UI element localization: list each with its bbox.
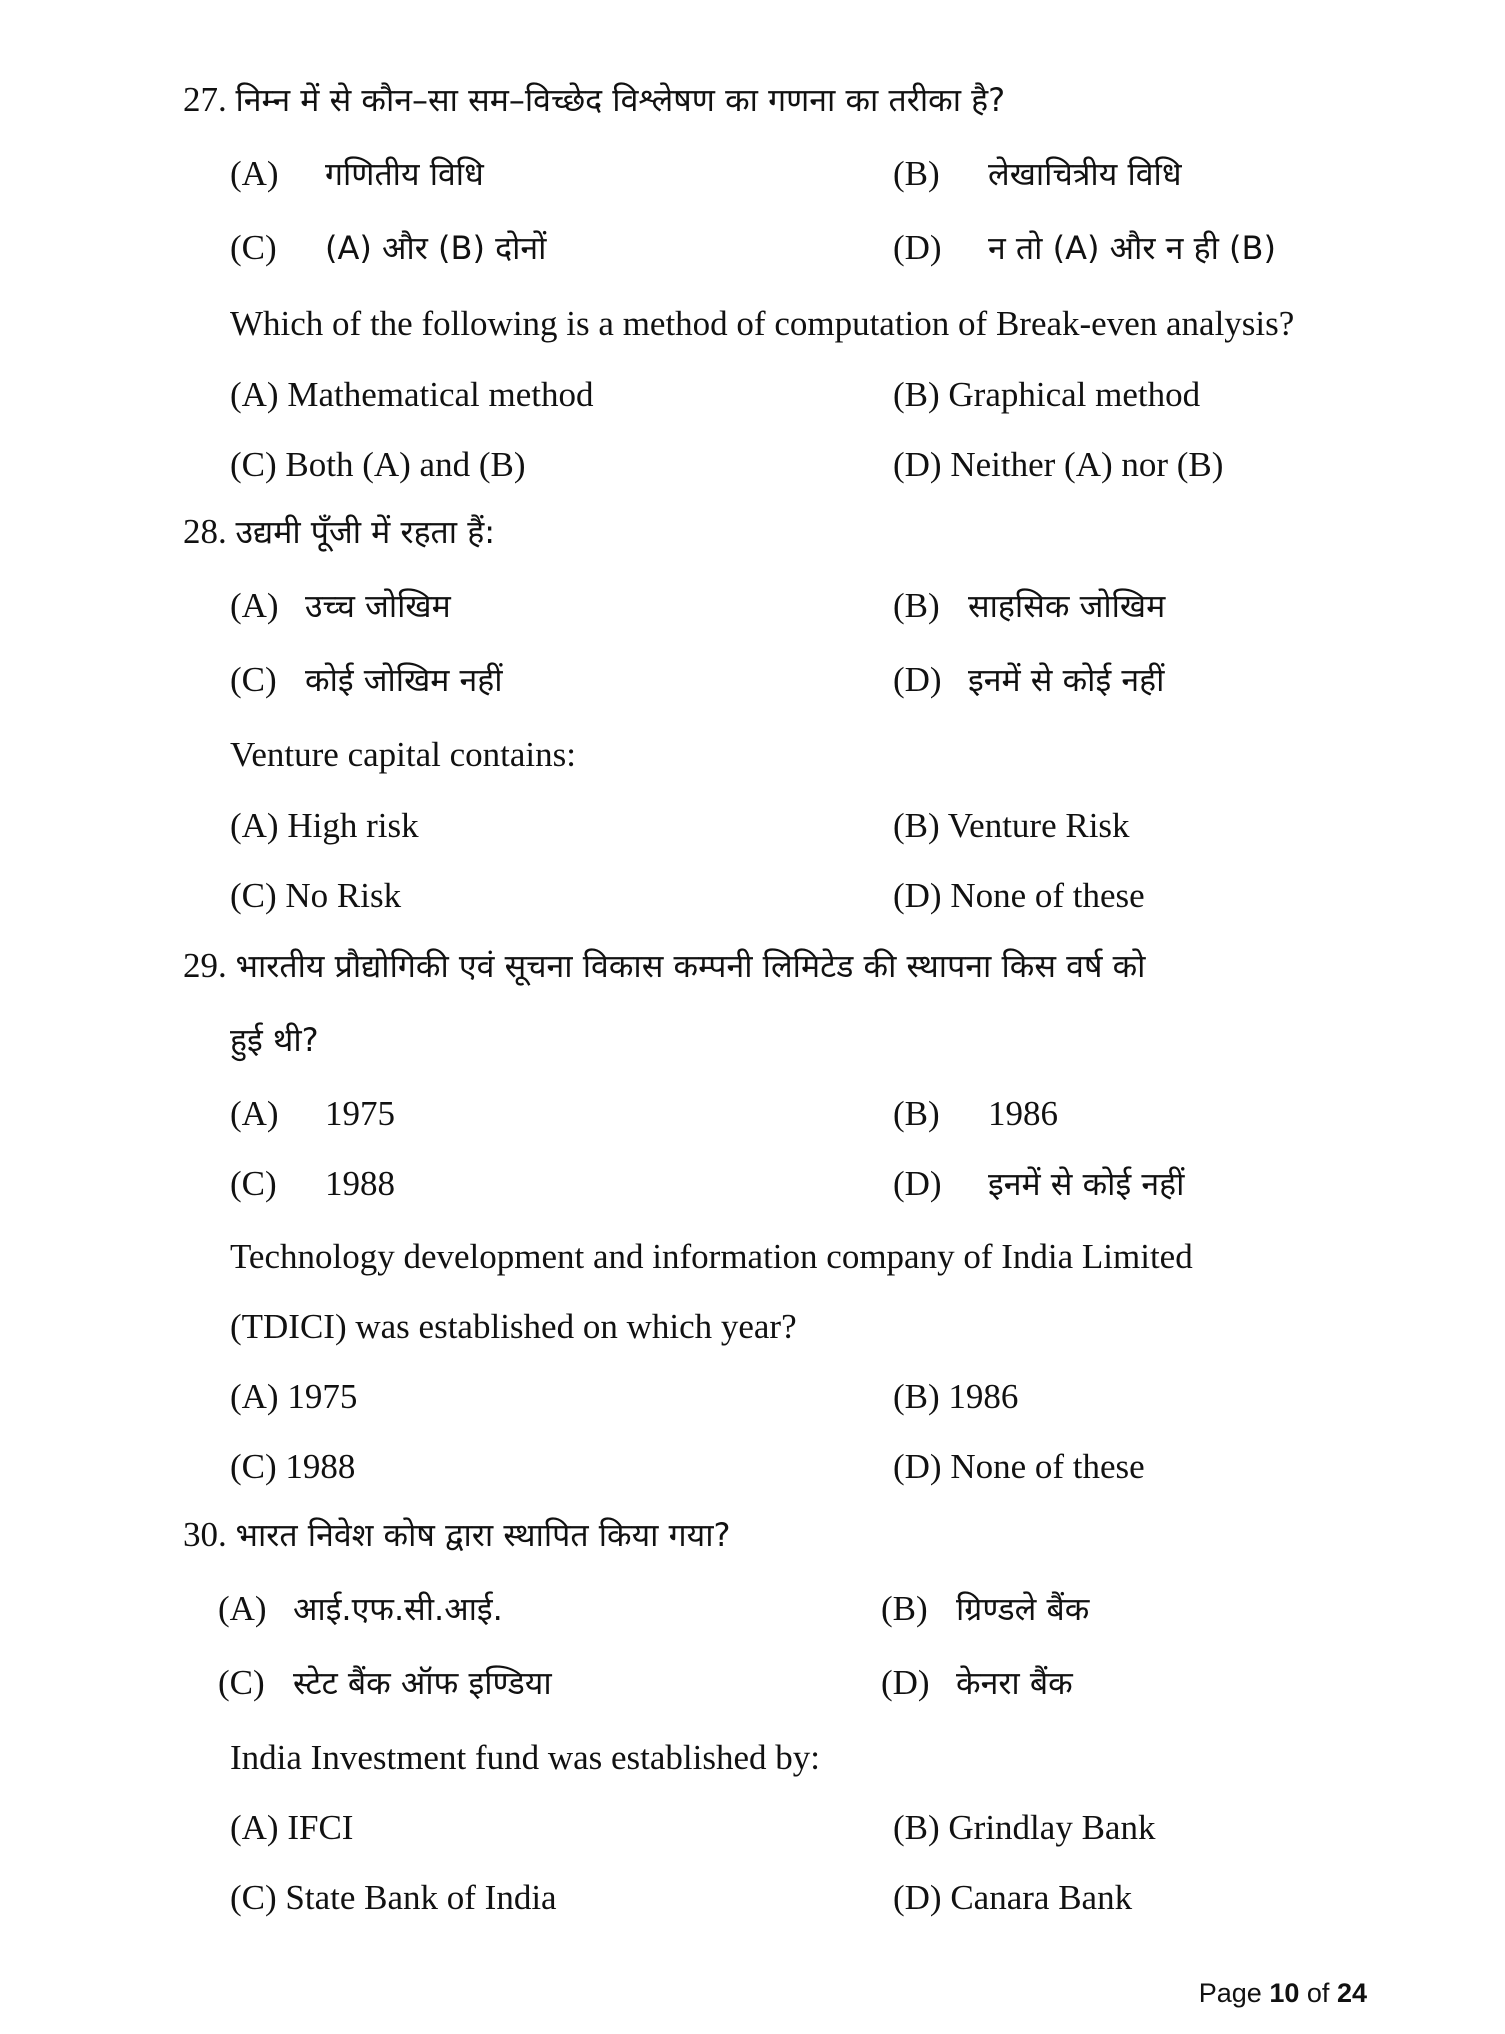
- option-english: (D) None of these: [893, 1447, 1145, 1486]
- option-hindi: [881, 1661, 1073, 1705]
- option-label: (C): [218, 1663, 265, 1702]
- option-label: (C): [230, 660, 277, 699]
- option-label: (B): [893, 1094, 940, 1133]
- option-english: (A) IFCI: [230, 1808, 354, 1847]
- option-text: (A) और (B) दोनों: [325, 229, 547, 267]
- page-current: 10: [1269, 1978, 1300, 2008]
- option-hindi: [230, 226, 546, 270]
- option-english: (D) Canara Bank: [893, 1878, 1133, 1917]
- option-label: (A): [230, 1094, 279, 1133]
- question-29-hindi: [183, 944, 1145, 988]
- question-text-hindi: निम्न में से कौन–सा सम–विच्छेद विश्लेषण का गणना का तरीका है?: [235, 81, 1006, 119]
- question-number: 27.: [183, 80, 227, 119]
- option-text: साहसिक जोखिम: [968, 587, 1166, 625]
- option-label: (A): [230, 154, 279, 193]
- option-text: गणितीय विधि: [325, 155, 484, 193]
- question-28-hindi: [183, 510, 495, 554]
- option-text: 1986: [988, 1094, 1058, 1133]
- page-word: Page: [1198, 1978, 1262, 2008]
- question-text-english: Technology development and information company of India Limited: [230, 1237, 1193, 1276]
- option-english: (B) 1986: [893, 1377, 1019, 1416]
- option-english: (C) Both (A) and (B): [230, 445, 526, 484]
- option-label: (A): [218, 1589, 267, 1628]
- page-total: 24: [1336, 1978, 1367, 2008]
- option-label: (C): [230, 1164, 277, 1203]
- option-english: (D) None of these: [893, 876, 1145, 915]
- option-text: आई.एफ.सी.आई.: [293, 1590, 503, 1628]
- option-english: (A) 1975: [230, 1377, 358, 1416]
- option-english: (A) High risk: [230, 806, 419, 845]
- option-label: (B): [893, 154, 940, 193]
- option-text: इनमें से कोई नहीं: [968, 661, 1165, 699]
- option-text: केनरा बैंक: [956, 1664, 1073, 1702]
- option-english: (A) Mathematical method: [230, 375, 594, 414]
- question-number: 30.: [183, 1515, 227, 1554]
- question-text-english: India Investment fund was established by:: [230, 1738, 821, 1777]
- option-label: (B): [893, 586, 940, 625]
- option-label: (A): [230, 586, 279, 625]
- option-hindi: [893, 658, 1164, 702]
- option-english: (B) Grindlay Bank: [893, 1808, 1156, 1847]
- option-hindi: [893, 1162, 1184, 1206]
- question-30-hindi: [183, 1513, 730, 1557]
- option-text: इनमें से कोई नहीं: [988, 1165, 1185, 1203]
- question-text-hindi: भारत निवेश कोष द्वारा स्थापित किया गया?: [235, 1516, 731, 1554]
- option-hindi: [230, 1092, 395, 1136]
- option-text: लेखाचित्रीय विधि: [988, 155, 1182, 193]
- question-text-english: Which of the following is a method of computation of Break-even analysis?: [230, 304, 1295, 343]
- of-word: of: [1306, 1978, 1330, 2008]
- option-hindi: [881, 1587, 1089, 1631]
- option-english: (B) Venture Risk: [893, 806, 1130, 845]
- option-english: (D) Neither (A) nor (B): [893, 445, 1224, 484]
- option-hindi: [893, 1092, 1058, 1136]
- option-text: 1988: [325, 1164, 395, 1203]
- option-label: (D): [881, 1663, 930, 1702]
- option-text: उच्च जोखिम: [305, 587, 451, 625]
- option-text: स्टेट बैंक ऑफ इण्डिया: [293, 1664, 552, 1702]
- question-text-english: Venture capital contains:: [230, 735, 576, 774]
- option-text: 1975: [325, 1094, 395, 1133]
- option-english: (B) Graphical method: [893, 375, 1201, 414]
- option-hindi: [218, 1587, 503, 1631]
- option-hindi: [230, 152, 484, 196]
- option-english: (C) 1988: [230, 1447, 356, 1486]
- question-text-hindi: उद्यमी पूँजी में रहता हैं:: [235, 513, 496, 551]
- option-label: (D): [893, 228, 942, 267]
- option-label: (D): [893, 1164, 942, 1203]
- option-hindi: [230, 1162, 395, 1206]
- option-label: (D): [893, 660, 942, 699]
- option-hindi: [230, 658, 503, 702]
- option-text: न तो (A) और न ही (B): [988, 229, 1276, 267]
- question-text-english-continued: (TDICI) was established on which year?: [230, 1307, 797, 1346]
- page-number: [1199, 1976, 1367, 2010]
- question-number: 28.: [183, 512, 227, 551]
- option-hindi: [893, 152, 1182, 196]
- option-hindi: [218, 1661, 552, 1705]
- option-text: कोई जोखिम नहीं: [305, 661, 503, 699]
- question-text-hindi: भारतीय प्रौद्योगिकी एवं सूचना विकास कम्पनी लिमिटेड की स्थापना किस वर्ष को: [235, 947, 1146, 985]
- option-english: (C) State Bank of India: [230, 1878, 557, 1917]
- option-hindi: [893, 584, 1165, 628]
- option-hindi: [893, 226, 1276, 270]
- option-text: ग्रिण्डले बैंक: [956, 1590, 1090, 1628]
- question-number: 29.: [183, 946, 227, 985]
- option-english: (C) No Risk: [230, 876, 402, 915]
- option-hindi: [230, 584, 451, 628]
- option-label: (C): [230, 228, 277, 267]
- question-text-hindi-continued: हुई थी?: [230, 1021, 319, 1059]
- option-label: (B): [881, 1589, 928, 1628]
- question-27-hindi: [183, 78, 1005, 122]
